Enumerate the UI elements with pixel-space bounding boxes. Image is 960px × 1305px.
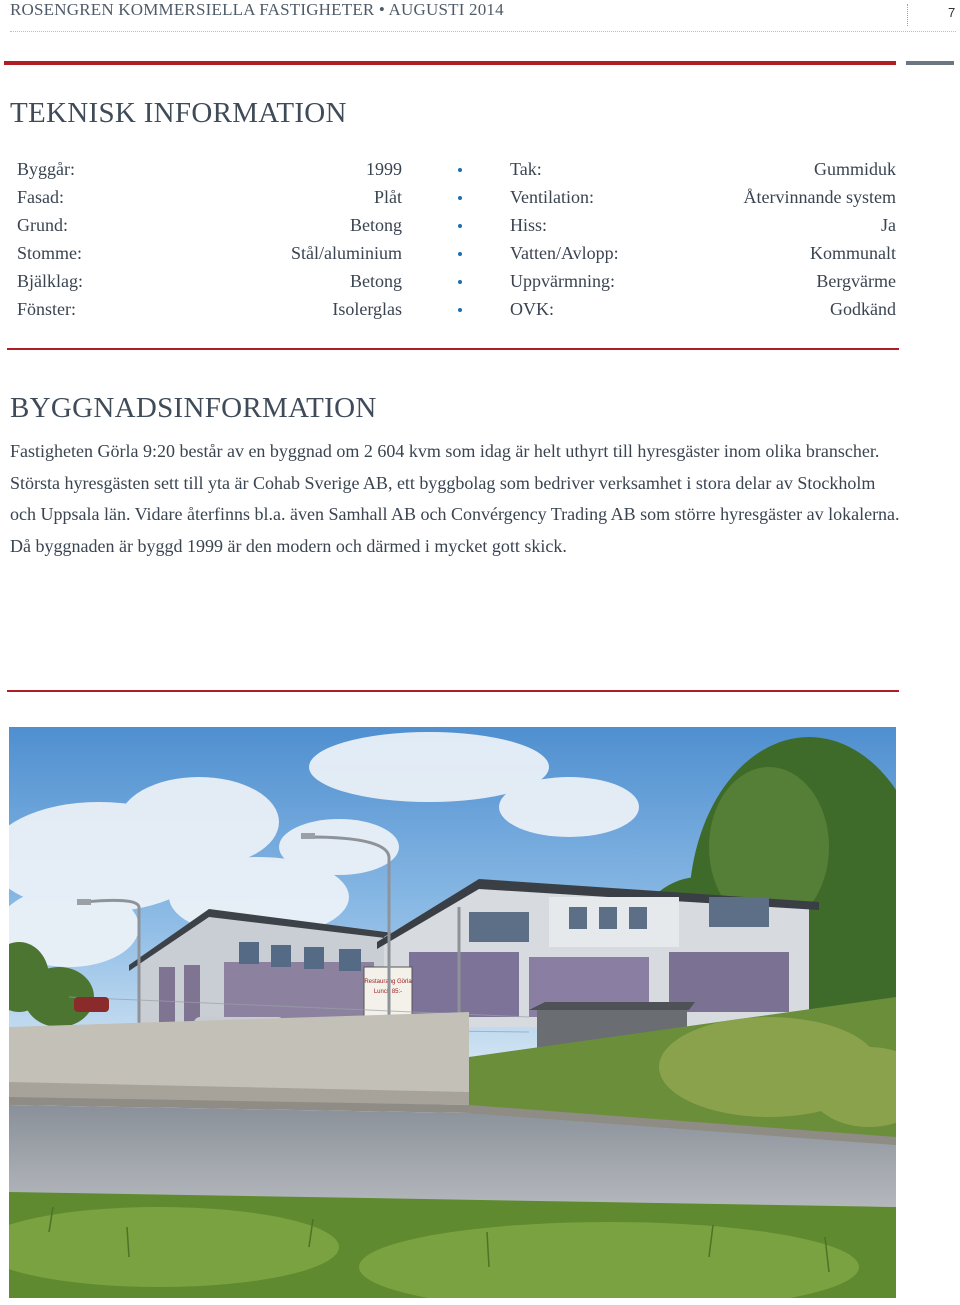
section-divider	[7, 348, 899, 350]
spec-label: Stomme:	[17, 243, 83, 263]
bullet-icon	[458, 168, 462, 172]
spec-label: Vatten/Avlopp:	[510, 243, 619, 263]
spec-row	[17, 211, 402, 239]
spec-row	[510, 267, 896, 295]
spec-label: Byggår:	[17, 159, 75, 179]
spec-label: Fasad:	[17, 187, 64, 207]
header-grey-bar	[906, 61, 954, 65]
spec-label: Hiss:	[510, 215, 548, 235]
bullet-icon	[458, 252, 462, 256]
spec-value: Kommunalt	[810, 243, 896, 263]
spec-row	[510, 183, 896, 211]
byggnad-paragraph: Då byggnaden är byggd 1999 är den modern och därmed i mycket gott skick.	[10, 535, 567, 556]
spec-value: Återvinnande system	[743, 187, 896, 207]
sign-line: Lunch 85:-	[373, 989, 403, 995]
spec-value: Betong	[350, 215, 402, 235]
spec-bullets	[455, 155, 467, 323]
sign-line: Restaurang Görla	[364, 979, 412, 985]
bullet-icon	[458, 224, 462, 228]
byggnad-heading: BYGGNADSINFORMATION	[10, 392, 377, 424]
spec-row	[510, 155, 896, 183]
teknisk-heading: TEKNISK INFORMATION	[10, 97, 347, 129]
spec-right-column	[510, 155, 896, 323]
spec-value: Bergvärme	[816, 271, 896, 291]
spec-label: Tak:	[510, 159, 542, 179]
spec-value: Ja	[881, 215, 896, 235]
spec-left-column	[17, 155, 402, 323]
spec-label: OVK:	[510, 299, 554, 319]
spec-row	[17, 155, 402, 183]
header-accent-bar	[4, 61, 896, 65]
spec-row	[510, 239, 896, 267]
spec-label: Uppvärmning:	[510, 271, 615, 291]
spec-label: Bjälklag:	[17, 271, 83, 291]
spec-value: Betong	[350, 271, 402, 291]
page-number: 7	[948, 5, 956, 20]
spec-value: Isolerglas	[332, 299, 402, 319]
bullet-icon	[458, 308, 462, 312]
spec-value: Plåt	[373, 187, 402, 207]
bullet-icon	[458, 196, 462, 200]
spec-value: Godkänd	[830, 299, 896, 319]
spec-row	[17, 239, 402, 267]
property-photo	[9, 727, 896, 1298]
byggnad-paragraph: Fastigheten Görla 9:20 består av en byggnad om 2 604 kvm som idag är helt uthyrt till hyresgäster inom olika branscher. Största hyresgästen sett till yta är Cohab Sverige AB, ett byggbolag som bedriver verksamhet i stora delar av Stockholm och Uppsala län. Vidare återfinns bl.a. även Samhall AB och Convérgency Trading AB som större hyresgäster av lokalerna.	[10, 441, 900, 525]
bullet-icon	[458, 280, 462, 284]
section-divider	[7, 690, 899, 692]
header-divider	[907, 4, 908, 26]
property-photo-illustration	[9, 727, 896, 1298]
spec-value: 1999	[366, 159, 402, 179]
spec-row	[510, 295, 896, 323]
spec-label: Fönster:	[17, 299, 77, 319]
spec-row	[17, 267, 402, 295]
spec-row	[17, 183, 402, 211]
spec-row	[510, 211, 896, 239]
header-dotted-rule	[10, 31, 956, 32]
spec-row	[17, 295, 402, 323]
spec-label: Grund:	[17, 215, 68, 235]
spec-value: Gummiduk	[813, 159, 896, 179]
byggnad-body	[10, 436, 902, 562]
spec-label: Ventilation:	[510, 187, 594, 207]
spec-value: Stål/aluminium	[291, 243, 402, 263]
document-header-title: ROSENGREN KOMMERSIELLA FASTIGHETER • AUGUSTI 2014	[10, 0, 504, 19]
